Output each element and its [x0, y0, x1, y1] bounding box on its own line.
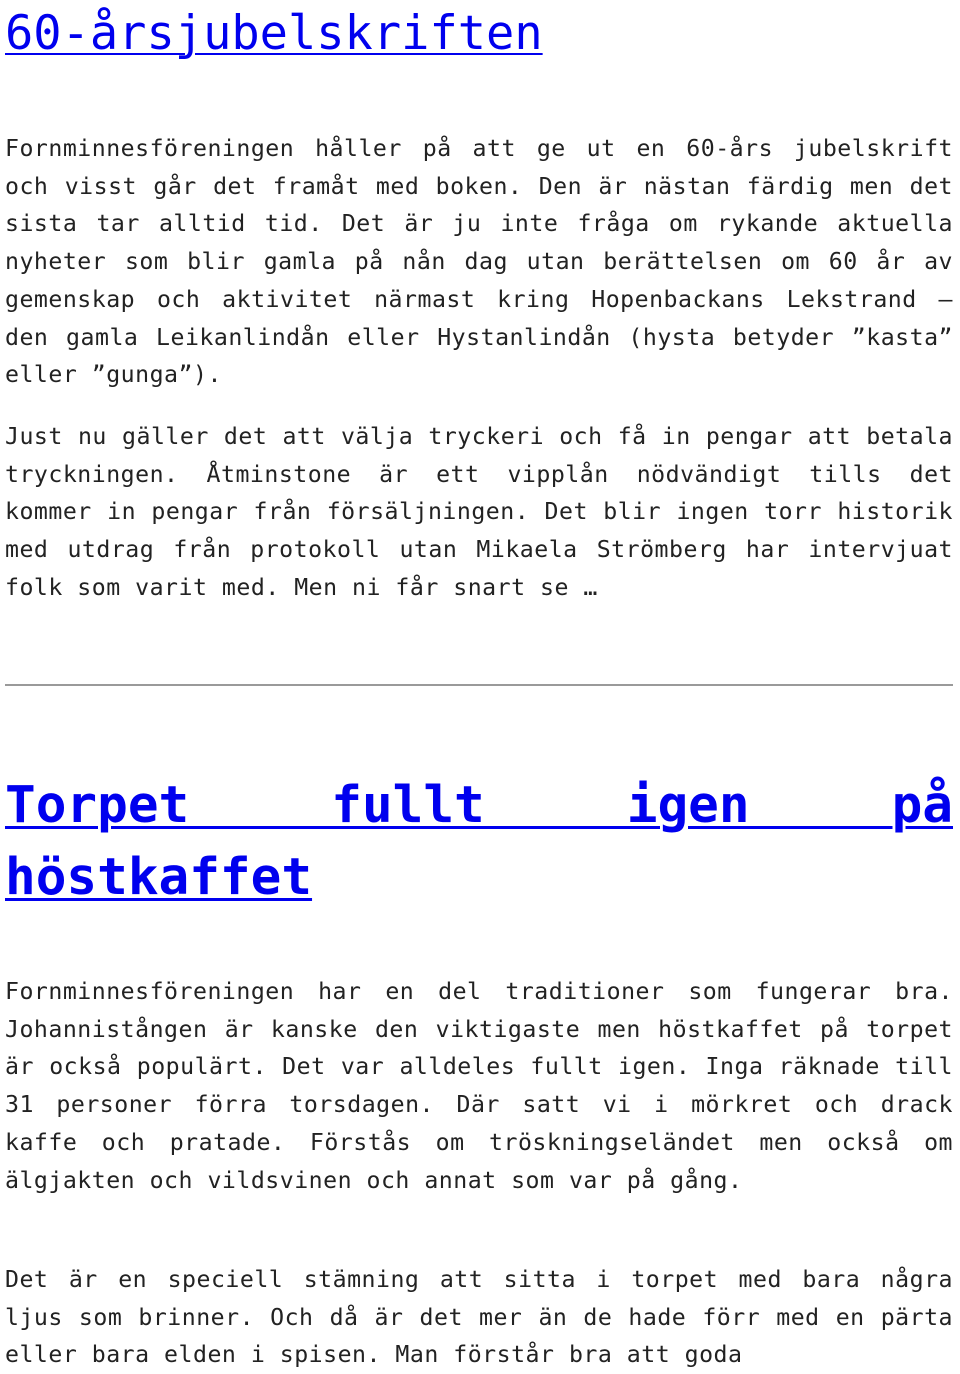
post-title-link[interactable]: 60-årsjubelskriften — [5, 6, 543, 61]
post-paragraph: Fornminnesföreningen håller på att ge ut en 60-års jubelskrift och visst går det framåt med boken. Den är nästan färdig men det sista tar alltid tid. Det är ju inte fråga om rykande aktuella nyheter som blir gamla på nån dag utan berättelsen om 60 år av gemenskap och aktivitet närmast kring Hopenbackans Lekstrand – den gamla Leikanlindån eller Hystanlindån (hysta betyder ”kasta” eller ”gunga”). — [5, 135, 953, 389]
post-title — [5, 770, 953, 914]
post-title — [5, 4, 543, 64]
post-title-link[interactable]: Torpet fullt igen på höstkaffet — [5, 776, 953, 907]
post-divider — [5, 684, 953, 686]
post-paragraph: Fornminnesföreningen har en del traditioner som fungerar bra. Johannistången är kanske den viktigaste men höstkaffet på torpet är också populärt. Det var alldeles fullt igen. Inga räknade till 31 personer förra torsdagen. Där satt vi i mörkret och drack kaffe och pratade. Förstås om tröskningseländet men också om älgjakten och vildsvinen och annat som var på gång. — [5, 978, 953, 1194]
post-paragraph: Det är en speciell stämning att sitta i torpet med bara några ljus som brinner. Och då är det mer än de hade förr med en pärta eller bara elden i spisen. Man förstår bra att goda — [5, 1266, 953, 1369]
post-paragraph: Just nu gäller det att välja tryckeri och få in pengar att betala tryckningen. Åtminstone är ett vipplån nödvändigt tills det kommer in pengar från försäljningen. Det blir ingen torr historik med utdrag från protokoll utan Mikaela Strömberg har intervjuat folk som varit med. Men ni får snart se … — [5, 423, 953, 601]
